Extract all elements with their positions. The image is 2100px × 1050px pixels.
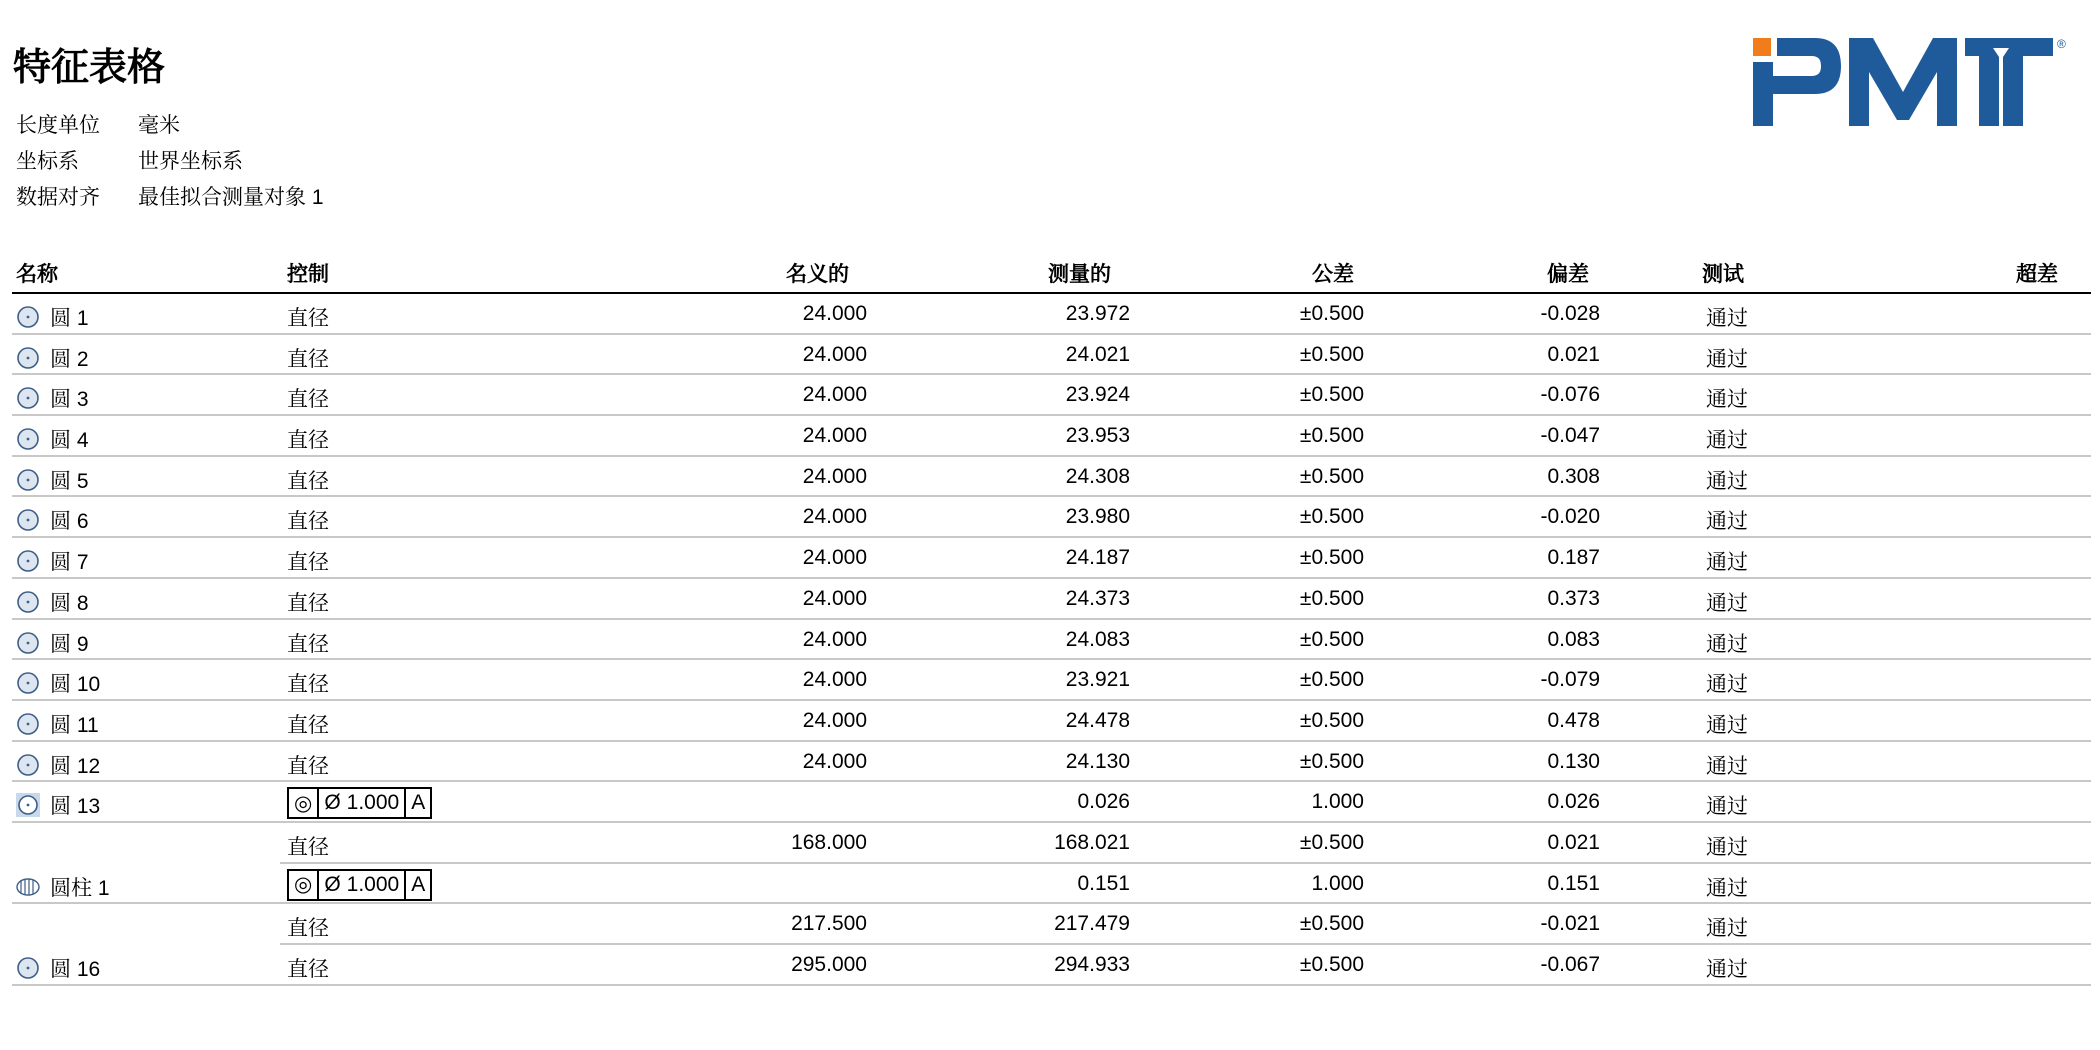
test-result: 通过 [1706,673,1748,697]
measured-value: 24.308 [1065,464,1130,488]
tolerance-value: 1.000 [1311,871,1364,895]
gdt-datum: A [411,791,426,815]
gdt-frame [287,869,432,901]
meta-row-align [16,178,324,214]
table-row [280,823,2091,864]
circle-feature-icon [16,549,40,573]
circle-feature-icon [16,427,40,451]
measured-value: 23.953 [1065,424,1130,448]
table-row [12,782,2091,823]
report-meta [16,106,324,214]
control-type: 直径 [287,713,329,737]
table-row [12,457,2091,498]
deviation-value: 0.021 [1547,830,1600,854]
nominal-value: 295.000 [791,953,867,976]
test-result: 通过 [1706,307,1748,330]
test-result: 通过 [1706,795,1748,819]
test-result: 通过 [1706,632,1748,656]
meta-value: 最佳拟合测量对象 1 [138,186,324,209]
measured-value: 24.083 [1065,627,1130,651]
measured-value: 24.187 [1065,546,1130,570]
feature-name: 圆柱 1 [50,876,110,900]
meta-row-units [16,106,324,142]
deviation-value: -0.076 [1540,383,1600,407]
feature-name: 圆 1 [50,307,89,330]
meta-value: 毫米 [138,114,180,137]
test-result: 通过 [1706,510,1748,534]
deviation-value: 0.308 [1547,464,1600,488]
deviation-value: -0.079 [1540,668,1600,692]
circle-feature-icon [16,753,40,777]
meta-label: 数据对齐 [16,186,100,209]
feature-name: 圆 11 [50,713,99,737]
nominal-value: 24.000 [802,708,867,732]
tolerance-value: ±0.500 [1299,708,1364,732]
registered-mark: ® [2057,37,2066,51]
page-title: 特征表格 [13,47,166,89]
gdt-frame [287,787,432,819]
control-type: 直径 [287,388,329,412]
feature-name: 圆 7 [50,551,89,575]
table-row [12,579,2091,620]
test-result: 通过 [1706,754,1748,778]
nominal-value: 24.000 [802,383,867,407]
table-row [12,660,2091,701]
tolerance-value: ±0.500 [1299,627,1364,651]
control-type: 直径 [287,632,329,656]
nominal-value: 24.000 [802,546,867,570]
deviation-value: -0.020 [1540,505,1600,529]
measured-value: 23.924 [1065,383,1130,407]
tolerance-value: ±0.500 [1299,464,1364,488]
header-over: 超差 [2016,263,2058,286]
table-row [280,904,2091,945]
control-type: 直径 [287,510,329,534]
feature-name: 圆 5 [50,469,89,493]
table-row [12,864,2091,905]
feature-name: 圆 12 [50,754,101,778]
tolerance-value: ±0.500 [1299,546,1364,570]
control-type: 直径 [287,307,329,330]
deviation-value: -0.028 [1540,302,1600,325]
header-measured: 测量的 [1048,263,1111,286]
measured-value: 23.921 [1065,668,1130,692]
nominal-value: 24.000 [802,668,867,692]
test-result: 通过 [1706,388,1748,412]
deviation-value: 0.083 [1547,627,1600,651]
nominal-value: 24.000 [802,302,867,325]
cylinder-feature-icon [16,875,40,899]
control-type: 直径 [287,347,329,371]
tolerance-value: ±0.500 [1299,830,1364,854]
table-row [12,416,2091,457]
deviation-value: 0.026 [1547,790,1600,814]
circle-feature-icon [16,346,40,370]
meta-label: 长度单位 [16,114,100,137]
nominal-value: 217.500 [791,912,867,936]
measured-value: 0.026 [1077,790,1130,814]
concentricity-icon: ◎ [289,789,319,817]
pmt-logo [1753,34,2073,130]
table-row [12,742,2091,783]
measured-value: 23.980 [1065,505,1130,529]
test-result: 通过 [1706,591,1748,615]
tolerance-value: ±0.500 [1299,302,1364,325]
gdt-value: 1.000 [346,872,400,896]
tolerance-value: ±0.500 [1299,424,1364,448]
meta-label: 坐标系 [16,150,79,173]
header-name: 名称 [16,263,58,286]
nominal-value: 24.000 [802,424,867,448]
gdt-value: 1.000 [346,791,400,815]
tolerance-value: ±0.500 [1299,912,1364,936]
meta-value: 世界坐标系 [138,150,243,173]
measured-value: 23.972 [1065,302,1130,325]
tolerance-value: ±0.500 [1299,505,1364,529]
circle-feature-icon [16,712,40,736]
tolerance-value: 1.000 [1311,790,1364,814]
feature-name: 圆 9 [50,632,89,656]
feature-name: 圆 2 [50,347,89,371]
feature-name: 圆 4 [50,429,89,453]
tolerance-value: ±0.500 [1299,749,1364,773]
control-type: 直径 [287,469,329,493]
nominal-value: 24.000 [802,464,867,488]
table-row [12,620,2091,661]
deviation-value: -0.047 [1540,424,1600,448]
deviation-value: 0.021 [1547,342,1600,366]
control-type: 直径 [287,591,329,615]
test-result: 通过 [1706,469,1748,493]
measured-value: 294.933 [1054,953,1130,976]
control-type: 直径 [287,551,329,575]
control-type: 直径 [287,429,329,453]
feature-name: 圆 3 [50,388,89,412]
nominal-value: 24.000 [802,586,867,610]
feature-name: 圆 16 [50,958,101,981]
table-row [12,294,2091,335]
table-row [12,701,2091,742]
test-result: 通过 [1706,347,1748,371]
feature-name: 圆 10 [50,673,101,697]
circle-feature-icon [16,305,40,329]
header-deviation: 偏差 [1547,263,1589,286]
control-type: 直径 [287,673,329,697]
feature-name: 圆 13 [50,795,101,819]
table-row [12,375,2091,416]
nominal-value: 24.000 [802,342,867,366]
deviation-value: 0.151 [1547,871,1600,895]
test-result: 通过 [1706,713,1748,737]
diameter-icon: Ø [324,791,341,815]
test-result: 通过 [1706,429,1748,453]
nominal-value: 24.000 [802,505,867,529]
measured-value: 24.130 [1065,749,1130,773]
measured-value: 0.151 [1077,871,1130,895]
nominal-value: 168.000 [791,830,867,854]
feature-name: 圆 8 [50,591,89,615]
nominal-value: 24.000 [802,627,867,651]
tolerance-value: ±0.500 [1299,953,1364,976]
concentricity-icon: ◎ [289,871,319,899]
circle-feature-icon [16,671,40,695]
table-row [12,497,2091,538]
tolerance-value: ±0.500 [1299,668,1364,692]
table-row [12,335,2091,376]
meta-row-coord [16,142,324,178]
test-result: 通过 [1706,917,1748,941]
test-result: 通过 [1706,551,1748,575]
table-row [12,538,2091,579]
circle-feature-icon [16,508,40,532]
measured-value: 24.373 [1065,586,1130,610]
header-test: 测试 [1702,263,1744,286]
measured-value: 24.478 [1065,708,1130,732]
table-header [12,254,2091,294]
deviation-value: 0.373 [1547,586,1600,610]
test-result: 通过 [1706,876,1748,900]
deviation-value: 0.187 [1547,546,1600,570]
circle-feature-icon [16,468,40,492]
header-nominal: 名义的 [786,263,849,286]
measured-value: 24.021 [1065,342,1130,366]
control-type: 直径 [287,754,329,778]
deviation-value: 0.130 [1547,749,1600,773]
circle-feature-icon [16,956,40,980]
tolerance-value: ±0.500 [1299,342,1364,366]
header-tolerance: 公差 [1312,263,1354,286]
gdt-datum: A [411,872,426,896]
feature-table [12,254,2091,986]
deviation-value: -0.067 [1540,953,1600,976]
test-result: 通过 [1706,835,1748,859]
control-type: 直径 [287,917,329,941]
deviation-value: 0.478 [1547,708,1600,732]
diameter-icon: Ø [324,872,341,896]
tolerance-value: ±0.500 [1299,383,1364,407]
circle-feature-icon [16,590,40,614]
measured-value: 217.479 [1054,912,1130,936]
header-control: 控制 [287,263,329,286]
circle-feature-icon [16,386,40,410]
circle-feature-icon [16,631,40,655]
deviation-value: -0.021 [1540,912,1600,936]
nominal-value: 24.000 [802,749,867,773]
table-row [12,945,2091,986]
control-type: 直径 [287,958,329,981]
control-type: 直径 [287,835,329,859]
measured-value: 168.021 [1054,830,1130,854]
test-result: 通过 [1706,958,1748,981]
feature-name: 圆 6 [50,510,89,534]
circle-feature-icon [16,793,40,817]
tolerance-value: ±0.500 [1299,586,1364,610]
